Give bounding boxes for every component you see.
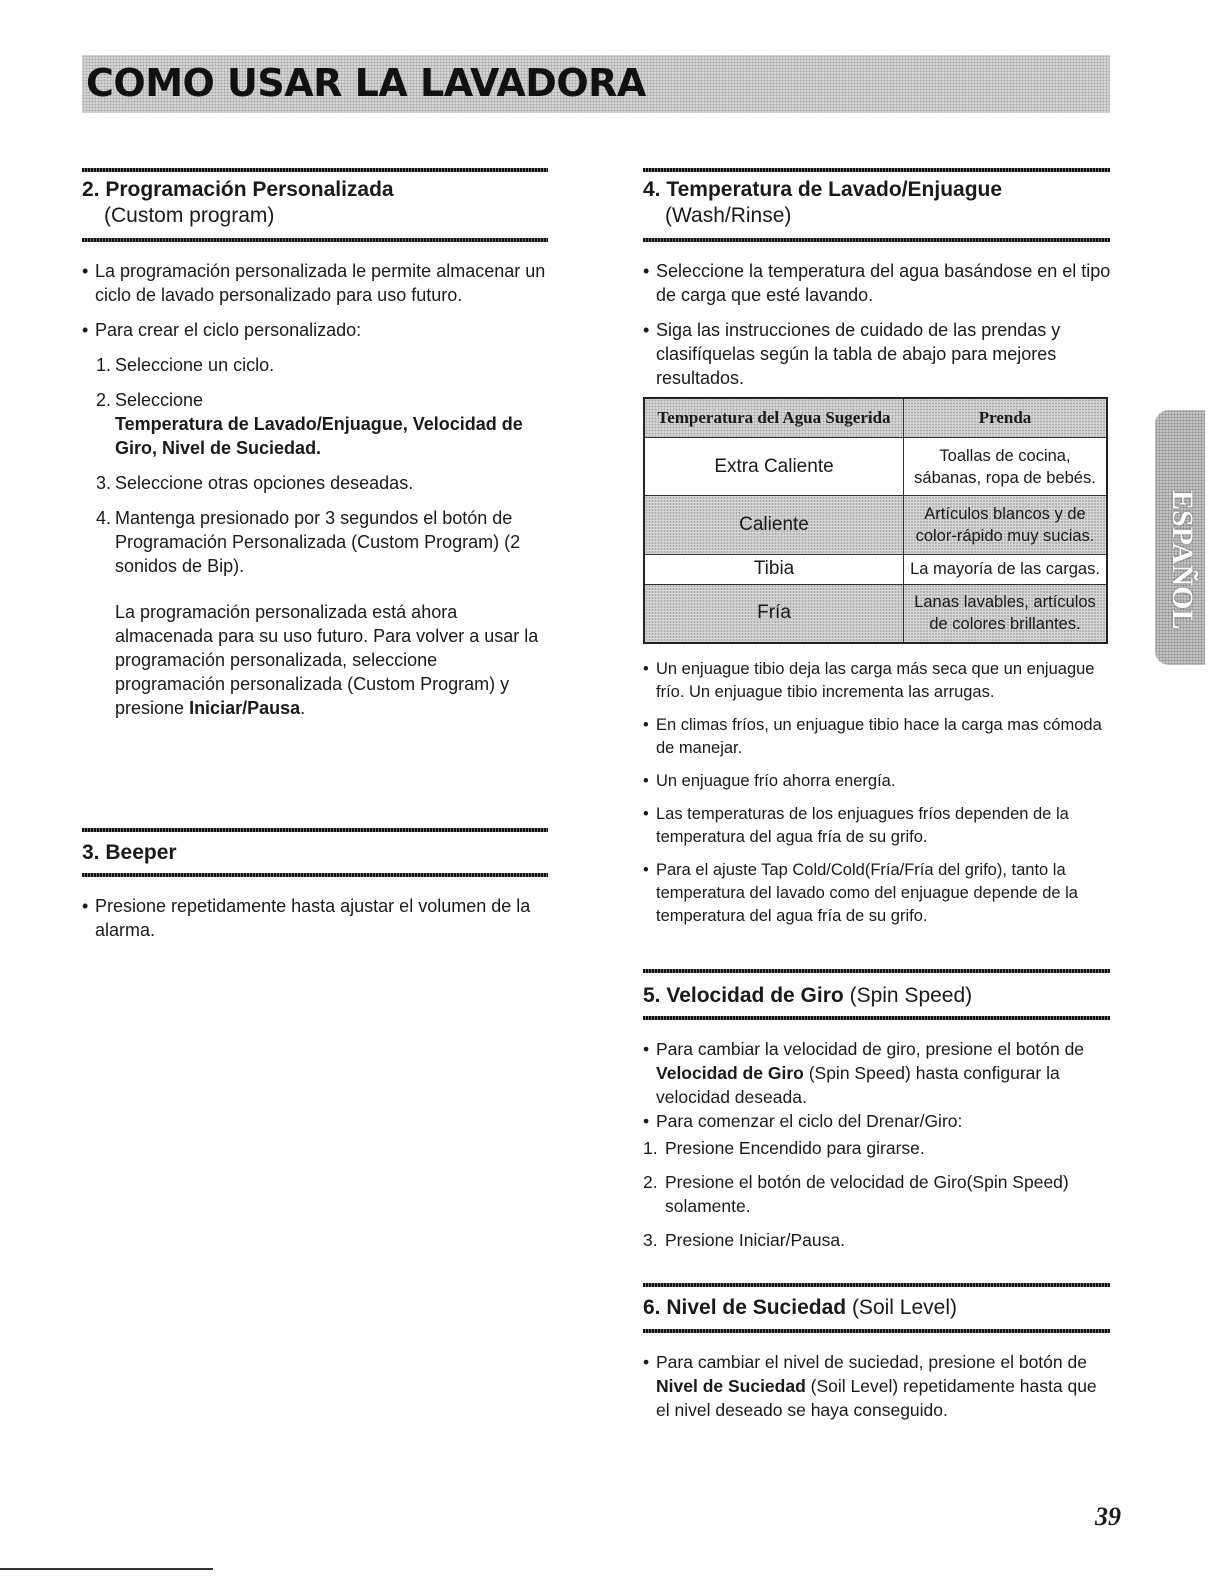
bullet-item: • Para crear el ciclo personalizado: bbox=[82, 318, 552, 342]
table-header-cell: Prenda bbox=[904, 398, 1108, 438]
step-number: 4. bbox=[96, 508, 112, 528]
section-subtitle: (Custom program) bbox=[104, 204, 275, 227]
note-text: La programación personalizada está ahora almacenada para su uso futuro. Para volver a usar la programación personalizada, seleccione programación personalizada (Custom Program) y presione bbox=[115, 602, 539, 718]
bullet-item: • Presione repetidamente hasta ajustar el volumen de la alarma. bbox=[82, 894, 542, 942]
table-row bbox=[644, 496, 1107, 554]
note-item: • Para el ajuste Tap Cold/Cold(Fría/Fría del grifo), tanto la temperatura del lavado como del enjuague depende de la temperatura del agua fría de su grifo. bbox=[643, 859, 1108, 928]
section-6-heading bbox=[643, 1295, 957, 1321]
section-rule bbox=[643, 168, 1110, 172]
section-rule bbox=[643, 238, 1110, 242]
section-title-suffix: (Spin Speed) bbox=[849, 984, 973, 1007]
table-row bbox=[644, 584, 1107, 643]
bullet-text: (Spin Speed) hasta configurar la velocidad deseada. bbox=[656, 1063, 1060, 1107]
step-text: Presione Iniciar/Pausa. bbox=[665, 1230, 845, 1250]
note-item: • Un enjuague tibio deja las carga más seca que un enjuague frío. Un enjuague tibio incrementa las arrugas. bbox=[643, 658, 1108, 704]
step-bold-text: Temperatura de Lavado/Enjuague, Velocidad de Giro, Nivel de Suciedad. bbox=[115, 414, 523, 458]
section-5-heading bbox=[643, 983, 972, 1009]
section-title-suffix: (Soil Level) bbox=[851, 1296, 957, 1319]
section-title-bold: 5. Velocidad de Giro bbox=[643, 984, 844, 1007]
step-number: 2. bbox=[643, 1172, 658, 1192]
table-cell-garment: Lanas lavables, artículos de colores brillantes. bbox=[904, 584, 1108, 643]
step-text: Presione Encendido para girarse. bbox=[665, 1138, 925, 1158]
bullet-item bbox=[643, 1037, 1108, 1109]
step-text: Presione el botón de velocidad de Giro(Spin Speed) solamente. bbox=[665, 1172, 1069, 1216]
section-4-heading bbox=[643, 177, 1002, 229]
section-2-heading bbox=[82, 177, 394, 229]
step-text: Seleccione otras opciones deseadas. bbox=[115, 473, 414, 493]
step-item bbox=[643, 1136, 1108, 1160]
step-item bbox=[82, 471, 552, 495]
table-cell-garment: Toallas de cocina, sábanas, ropa de bebés. bbox=[904, 438, 1108, 496]
bullet-item: • Siga las instrucciones de cuidado de las prendas y clasifíquelas según la tabla de abajo para mejores resultados. bbox=[643, 318, 1113, 390]
step-item bbox=[82, 353, 552, 377]
section-title: 2. Programación Personalizada bbox=[82, 178, 394, 201]
note-item: • Las temperaturas de los enjuagues fríos dependen de la temperatura del agua fría de su grifo. bbox=[643, 803, 1108, 849]
bullet-item: • Seleccione la temperatura del agua basándose en el tipo de carga que esté lavando. bbox=[643, 259, 1113, 307]
section-2-body bbox=[82, 259, 552, 720]
language-side-tab bbox=[1155, 410, 1205, 665]
step-number: 3. bbox=[643, 1230, 658, 1250]
footer-line bbox=[0, 1568, 213, 1570]
table-row bbox=[644, 438, 1107, 496]
section-title-bold: 6. Nivel de Suciedad bbox=[643, 1296, 847, 1319]
page-number: 39 bbox=[1095, 1502, 1121, 1531]
table-cell-water: Caliente bbox=[644, 496, 904, 554]
step-number: 1. bbox=[643, 1138, 658, 1158]
note-paragraph bbox=[82, 600, 552, 720]
bullet-bold-text: Nivel de Suciedad bbox=[656, 1376, 806, 1396]
section-rule bbox=[643, 969, 1110, 973]
note-item: • En climas fríos, un enjuague tibio hace la carga mas cómoda de manejar. bbox=[643, 714, 1108, 760]
step-item bbox=[643, 1228, 1108, 1252]
table-cell-water: Fría bbox=[644, 584, 904, 643]
section-3-body bbox=[82, 894, 542, 942]
step-number: 1. bbox=[96, 355, 112, 375]
note-item: • Un enjuague frío ahorra energía. bbox=[643, 770, 1108, 793]
section-rule bbox=[82, 238, 548, 242]
section-3-heading bbox=[82, 840, 177, 866]
table-row bbox=[644, 554, 1107, 584]
step-text: Seleccione un ciclo. bbox=[115, 355, 275, 375]
bullet-bold-text: Velocidad de Giro bbox=[656, 1063, 804, 1083]
language-tab-label: ESPAÑOL bbox=[1166, 490, 1199, 630]
step-text: Mantenga presionado por 3 segundos el botón de Programación Personalizada (Custom Program) (2 sonidos de Bip). bbox=[115, 508, 521, 576]
step-item bbox=[643, 1170, 1108, 1218]
table-cell-garment: La mayoría de las cargas. bbox=[904, 554, 1108, 584]
section-5-body bbox=[643, 1037, 1108, 1252]
bullet-item bbox=[643, 1350, 1108, 1422]
step-number: 2. bbox=[96, 390, 112, 410]
step-item bbox=[82, 506, 552, 578]
bullet-item: • La programación personalizada le permite almacenar un ciclo de lavado personalizado para uso futuro. bbox=[82, 259, 552, 307]
bullet-text: Para cambiar el nivel de suciedad, presione el botón de bbox=[656, 1352, 1087, 1372]
section-rule bbox=[82, 168, 548, 172]
section-rule bbox=[82, 873, 548, 877]
bullet-item: • Para comenzar el ciclo del Drenar/Giro: bbox=[643, 1109, 1108, 1133]
water-temperature-table bbox=[643, 397, 1108, 644]
table-header-row bbox=[644, 398, 1107, 438]
step-number: 3. bbox=[96, 473, 112, 493]
section-title: 4. Temperatura de Lavado/Enjuague bbox=[643, 178, 1003, 201]
section-4-notes bbox=[643, 658, 1108, 928]
note-bold-text: Iniciar/Pausa bbox=[189, 698, 301, 718]
step-item bbox=[82, 388, 552, 460]
step-text: Seleccione bbox=[115, 390, 204, 410]
section-title: 3. Beeper bbox=[82, 841, 177, 864]
table-cell-garment: Artículos blancos y de color-rápido muy sucias. bbox=[904, 496, 1108, 554]
table-cell-water: Tibia bbox=[644, 554, 904, 584]
section-6-body bbox=[643, 1350, 1108, 1422]
note-end: . bbox=[300, 698, 306, 718]
section-title bbox=[643, 983, 972, 1009]
table-header-cell: Temperatura del Agua Sugerida bbox=[644, 398, 904, 438]
section-rule bbox=[643, 1283, 1110, 1287]
section-subtitle: (Wash/Rinse) bbox=[665, 204, 792, 227]
table-cell-water: Extra Caliente bbox=[644, 438, 904, 496]
section-4-body bbox=[643, 259, 1113, 390]
bullet-text: (Soil Level) repetidamente hasta que el nivel deseado se haya conseguido. bbox=[656, 1376, 1097, 1420]
section-rule bbox=[82, 828, 548, 832]
section-rule bbox=[643, 1329, 1110, 1333]
page-title: COMO USAR LA LAVADORA bbox=[86, 61, 646, 105]
page-banner bbox=[82, 55, 1110, 113]
section-title bbox=[643, 1295, 957, 1321]
section-rule bbox=[643, 1016, 1110, 1020]
bullet-text: Para cambiar la velocidad de giro, presione el botón de bbox=[656, 1039, 1085, 1059]
